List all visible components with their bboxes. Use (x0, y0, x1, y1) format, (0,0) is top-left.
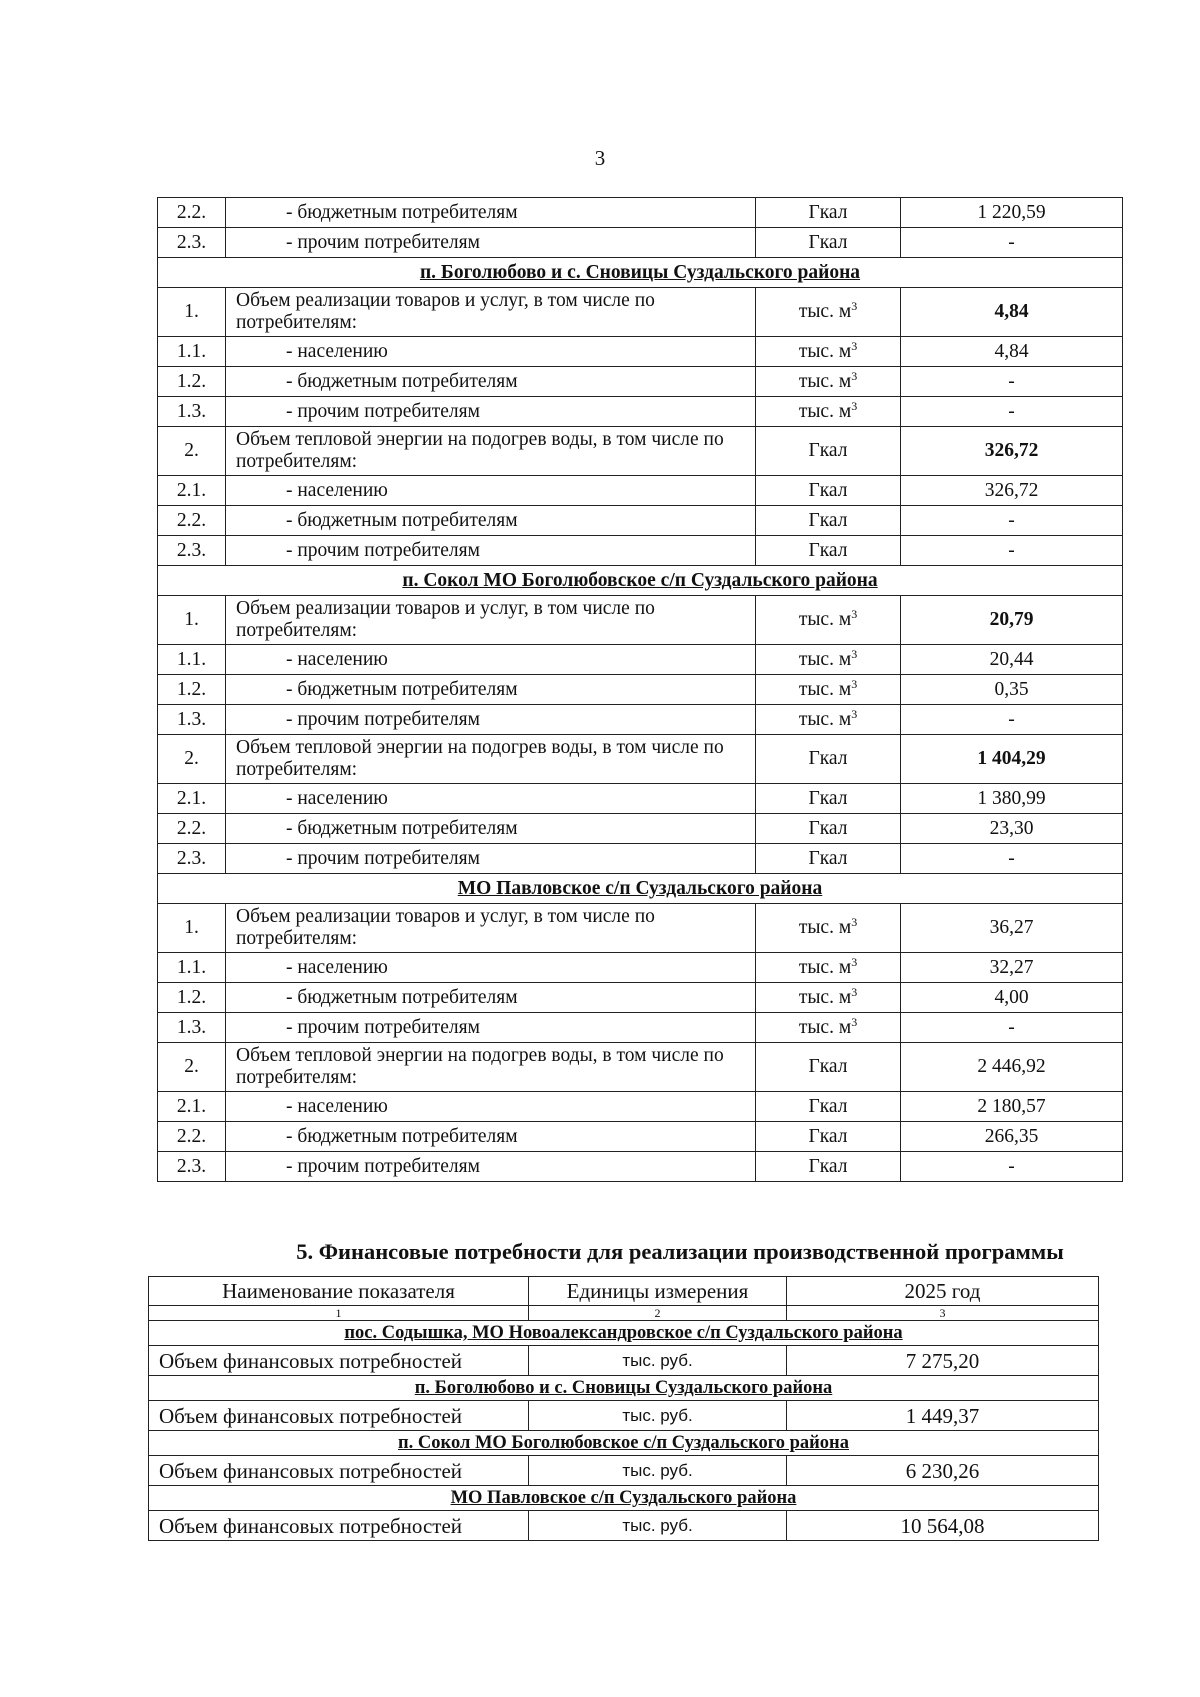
column-header-name: Наименование показателя (149, 1277, 529, 1306)
item-unit (756, 675, 901, 705)
item-value: 266,35 (901, 1122, 1123, 1152)
table-row (158, 705, 1123, 735)
item-unit (756, 198, 901, 228)
section-title: п. Сокол МО Боголюбовское с/п Суздальского района (158, 566, 1123, 596)
item-value: 1 380,99 (901, 784, 1123, 814)
column-number: 3 (787, 1306, 1099, 1321)
item-value: 2 180,57 (901, 1092, 1123, 1122)
item-description: - населению (226, 784, 756, 814)
item-number: 1. (158, 904, 226, 953)
indicator-value: 6 230,26 (787, 1456, 1099, 1486)
table-row (158, 735, 1123, 784)
unit-superscript: 3 (851, 915, 858, 929)
item-number: 2.1. (158, 1092, 226, 1122)
column-header-unit: Единицы измерения (529, 1277, 787, 1306)
item-value: - (901, 705, 1123, 735)
table-row (158, 1122, 1123, 1152)
unit-text: Гкал (808, 748, 848, 769)
unit-superscript: 3 (851, 338, 858, 353)
item-description: Объем реализации товаров и услуг, в том числе по потребителям: (226, 904, 756, 953)
table-row (158, 367, 1123, 397)
section-title: п. Боголюбово и с. Сновицы Суздальского района (149, 1376, 1099, 1401)
item-description: - прочим потребителям (226, 1152, 756, 1182)
item-number: 2.3. (158, 1152, 226, 1182)
table-row (158, 645, 1123, 675)
section-title: п. Сокол МО Боголюбовское с/п Суздальского района (149, 1431, 1099, 1456)
unit-text: Гкал (808, 1155, 848, 1177)
table-row (158, 288, 1123, 337)
section-heading: 5. Финансовые потребности для реализации производственной программы (296, 1239, 1064, 1264)
item-unit (756, 536, 901, 566)
table-row (158, 1043, 1123, 1092)
item-number: 1.1. (158, 645, 226, 675)
table-row (158, 675, 1123, 705)
item-description: - населению (226, 953, 756, 983)
table-row (158, 784, 1123, 814)
item-value: 20,44 (901, 645, 1123, 675)
table-row (158, 983, 1123, 1013)
column-number-row (149, 1306, 1099, 1321)
section-row (158, 566, 1123, 596)
item-number: 2.1. (158, 476, 226, 506)
table-row (149, 1346, 1099, 1376)
item-number: 1. (158, 288, 226, 337)
item-value: 0,35 (901, 675, 1123, 705)
item-value: - (901, 536, 1123, 566)
table-row (158, 198, 1123, 228)
item-value: - (901, 506, 1123, 536)
unit-text: Гкал (808, 817, 848, 839)
item-description: Объем тепловой энергии на подогрев воды, в том числе по потребителям: (226, 427, 756, 476)
item-number: 2.1. (158, 784, 226, 814)
item-value: 36,27 (901, 904, 1123, 953)
unit-superscript: 3 (851, 954, 858, 969)
item-description: - прочим потребителям (226, 228, 756, 258)
item-value: - (901, 844, 1123, 874)
unit-text: тыс. м (798, 400, 852, 422)
unit-superscript: 3 (851, 299, 858, 313)
table-row (158, 1152, 1123, 1182)
item-number: 1. (158, 596, 226, 645)
unit-text: Гкал (808, 231, 848, 253)
item-value: - (901, 228, 1123, 258)
item-number: 2. (158, 735, 226, 784)
item-description: Объем реализации товаров и услуг, в том числе по потребителям: (226, 288, 756, 337)
section-row (158, 874, 1123, 904)
unit-text: тыс. м (798, 956, 852, 978)
section-row (149, 1431, 1099, 1456)
indicator-value: 10 564,08 (787, 1511, 1099, 1541)
unit-text: Гкал (808, 539, 848, 561)
item-unit (756, 367, 901, 397)
unit-superscript: 3 (851, 676, 858, 691)
item-number: 1.2. (158, 983, 226, 1013)
item-value: - (901, 397, 1123, 427)
item-value: 4,84 (901, 288, 1123, 337)
item-number: 2. (158, 1043, 226, 1092)
indicator-value: 7 275,20 (787, 1346, 1099, 1376)
column-header-year: 2025 год (787, 1277, 1099, 1306)
indicator-name: Объем финансовых потребностей (149, 1401, 529, 1431)
item-description: - бюджетным потребителям (226, 198, 756, 228)
indicator-unit: тыс. руб. (529, 1401, 787, 1431)
page-number: 3 (594, 146, 606, 170)
item-unit (756, 784, 901, 814)
item-number: 2.3. (158, 844, 226, 874)
unit-text: Гкал (808, 201, 848, 223)
section-title: п. Боголюбово и с. Сновицы Суздальского района (158, 258, 1123, 288)
table-row (158, 844, 1123, 874)
item-unit (756, 1152, 901, 1182)
item-value: 2 446,92 (901, 1043, 1123, 1092)
unit-text: Гкал (808, 479, 848, 501)
item-unit (756, 1043, 901, 1092)
column-number: 1 (149, 1306, 529, 1321)
item-description: - бюджетным потребителям (226, 367, 756, 397)
item-value: - (901, 1013, 1123, 1043)
item-value: 326,72 (901, 427, 1123, 476)
item-value: 1 220,59 (901, 198, 1123, 228)
section-title: пос. Содышка, МО Новоалександровское с/п Суздальского района (149, 1321, 1099, 1346)
unit-text: Гкал (808, 847, 848, 869)
item-description: - населению (226, 476, 756, 506)
item-number: 1.2. (158, 367, 226, 397)
item-unit (756, 596, 901, 645)
table-row (149, 1401, 1099, 1431)
unit-text: тыс. м (798, 678, 852, 700)
indicator-unit: тыс. руб. (529, 1346, 787, 1376)
column-number: 2 (529, 1306, 787, 1321)
unit-text: тыс. м (798, 917, 852, 938)
item-value: - (901, 367, 1123, 397)
indicator-name: Объем финансовых потребностей (149, 1511, 529, 1541)
indicator-name: Объем финансовых потребностей (149, 1346, 529, 1376)
section-title: МО Павловское с/п Суздальского района (158, 874, 1123, 904)
item-number: 2.2. (158, 506, 226, 536)
indicator-unit: тыс. руб. (529, 1456, 787, 1486)
item-number: 1.2. (158, 675, 226, 705)
unit-superscript: 3 (851, 984, 858, 999)
table-row (158, 228, 1123, 258)
unit-text: Гкал (808, 509, 848, 531)
item-description: - населению (226, 645, 756, 675)
item-unit (756, 904, 901, 953)
table-row (158, 476, 1123, 506)
item-value: - (901, 1152, 1123, 1182)
indicator-unit: тыс. руб. (529, 1511, 787, 1541)
unit-text: тыс. м (798, 986, 852, 1008)
item-description: - прочим потребителям (226, 1013, 756, 1043)
item-unit (756, 427, 901, 476)
table-row (158, 427, 1123, 476)
item-number: 2.3. (158, 228, 226, 258)
item-number: 1.3. (158, 1013, 226, 1043)
financial-needs-table (148, 1276, 1099, 1541)
table-row (158, 814, 1123, 844)
unit-text: тыс. м (798, 609, 852, 630)
item-value: 4,00 (901, 983, 1123, 1013)
item-description: - бюджетным потребителям (226, 675, 756, 705)
table-row (158, 953, 1123, 983)
section-row (158, 258, 1123, 288)
item-description: - бюджетным потребителям (226, 1122, 756, 1152)
indicator-name: Объем финансовых потребностей (149, 1456, 529, 1486)
item-unit (756, 1092, 901, 1122)
item-unit (756, 397, 901, 427)
unit-superscript: 3 (851, 1014, 858, 1029)
item-unit (756, 735, 901, 784)
unit-text: тыс. м (798, 340, 852, 362)
section-row (149, 1486, 1099, 1511)
item-unit (756, 337, 901, 367)
unit-text: тыс. м (798, 708, 852, 730)
item-number: 2.2. (158, 1122, 226, 1152)
item-unit (756, 814, 901, 844)
item-description: - прочим потребителям (226, 536, 756, 566)
item-value: 326,72 (901, 476, 1123, 506)
unit-text: тыс. м (798, 648, 852, 670)
table-row (158, 536, 1123, 566)
item-value: 23,30 (901, 814, 1123, 844)
item-value: 20,79 (901, 596, 1123, 645)
unit-text: Гкал (808, 1095, 848, 1117)
table-row (158, 506, 1123, 536)
unit-superscript: 3 (851, 646, 858, 661)
item-description: - бюджетным потребителям (226, 506, 756, 536)
item-number: 1.1. (158, 337, 226, 367)
section-row (149, 1376, 1099, 1401)
header-row (149, 1277, 1099, 1306)
item-description: Объем реализации товаров и услуг, в том числе по потребителям: (226, 596, 756, 645)
item-number: 1.3. (158, 705, 226, 735)
table-row (158, 1092, 1123, 1122)
section-row (149, 1321, 1099, 1346)
item-number: 2.2. (158, 198, 226, 228)
unit-text: тыс. м (798, 370, 852, 392)
item-description: - прочим потребителям (226, 705, 756, 735)
table-row (158, 1013, 1123, 1043)
unit-text: Гкал (808, 787, 848, 809)
item-unit (756, 705, 901, 735)
item-unit (756, 983, 901, 1013)
table-row (158, 904, 1123, 953)
item-number: 1.1. (158, 953, 226, 983)
item-value: 4,84 (901, 337, 1123, 367)
table-row (149, 1511, 1099, 1541)
item-description: - прочим потребителям (226, 397, 756, 427)
item-unit (756, 844, 901, 874)
item-description: Объем тепловой энергии на подогрев воды, в том числе по потребителям: (226, 1043, 756, 1092)
unit-text: Гкал (808, 1125, 848, 1147)
indicator-value: 1 449,37 (787, 1401, 1099, 1431)
unit-superscript: 3 (851, 398, 858, 413)
table-row (158, 397, 1123, 427)
section-title: МО Павловское с/п Суздальского района (149, 1486, 1099, 1511)
item-description: - бюджетным потребителям (226, 983, 756, 1013)
item-description: - населению (226, 1092, 756, 1122)
item-value: 1 404,29 (901, 735, 1123, 784)
item-unit (756, 288, 901, 337)
item-unit (756, 1122, 901, 1152)
item-description: - бюджетным потребителям (226, 814, 756, 844)
item-unit (756, 506, 901, 536)
item-description: - населению (226, 337, 756, 367)
item-unit (756, 953, 901, 983)
item-description: Объем тепловой энергии на подогрев воды, в том числе по потребителям: (226, 735, 756, 784)
unit-text: Гкал (808, 440, 848, 461)
table-row (158, 596, 1123, 645)
item-unit (756, 645, 901, 675)
item-unit (756, 228, 901, 258)
item-unit (756, 476, 901, 506)
unit-superscript: 3 (851, 706, 858, 721)
unit-superscript: 3 (851, 607, 858, 621)
production-program-table (157, 197, 1123, 1182)
item-number: 2.3. (158, 536, 226, 566)
unit-text: тыс. м (798, 301, 852, 322)
table-row (158, 337, 1123, 367)
item-number: 2.2. (158, 814, 226, 844)
item-number: 2. (158, 427, 226, 476)
item-value: 32,27 (901, 953, 1123, 983)
item-unit (756, 1013, 901, 1043)
unit-text: Гкал (808, 1056, 848, 1077)
table-row (149, 1456, 1099, 1486)
unit-text: тыс. м (798, 1016, 852, 1038)
item-description: - прочим потребителям (226, 844, 756, 874)
unit-superscript: 3 (851, 368, 858, 383)
item-number: 1.3. (158, 397, 226, 427)
